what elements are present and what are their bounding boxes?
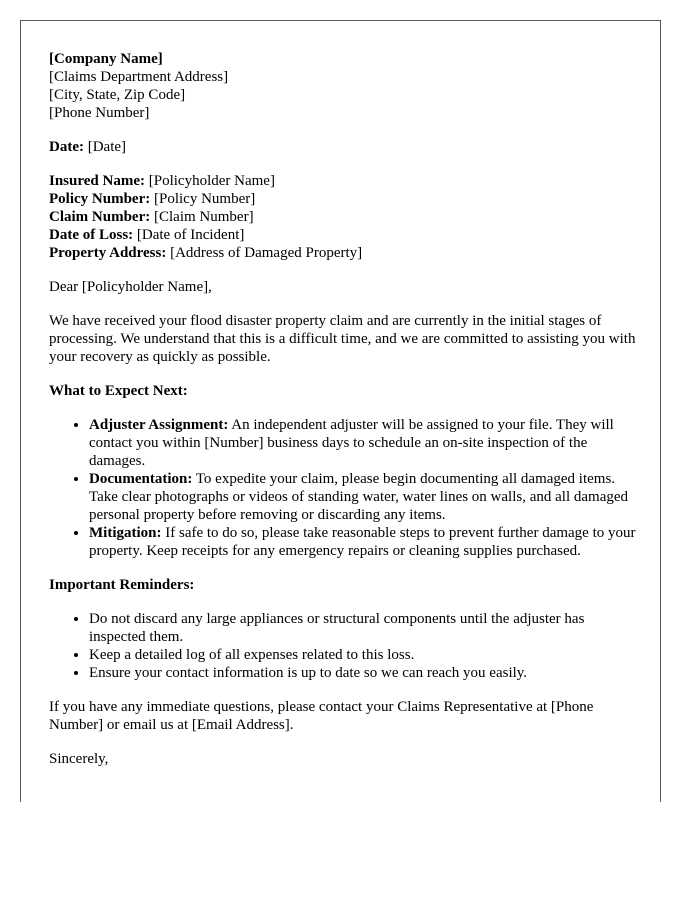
claim-info-label: Date of Loss:: [49, 227, 134, 243]
sign-off: Sincerely,: [49, 751, 109, 767]
claim-info-value: [Policy Number]: [153, 191, 256, 207]
next-steps-heading: What to Expect Next:: [49, 383, 188, 399]
date-label: Date:: [49, 139, 84, 155]
claim-info-date-of-loss: [49, 226, 639, 244]
date-line: [49, 138, 639, 156]
list-item-text: To expedite your claim, please begin documenting all damaged items. Take clear photographs or videos of standing water, water lines on walls, and all damaged personal property before removing or discarding any items.: [89, 471, 629, 523]
intro-paragraph: We have received your flood disaster property claim and are currently in the initial stages of processing. We understand that this is a difficult time, and we are committed to assisting you with your recovery as quickly as possible.: [49, 313, 636, 365]
list-item-label: Documentation:: [89, 471, 193, 487]
list-item: • Keep a detailed log of all expenses related to this loss.: [89, 646, 639, 664]
date-value: [Date]: [87, 139, 127, 155]
reminders-heading: Important Reminders:: [49, 577, 195, 593]
list-item-text: If safe to do so, please take reasonable steps to prevent further damage to your property. Keep receipts for any emergency repairs or cleaning supplies purchased.: [89, 525, 636, 559]
sender-block: [49, 50, 639, 122]
claim-info-label: Policy Number:: [49, 191, 151, 207]
list-item: • Ensure your contact information is up to date so we can reach you easily.: [89, 664, 639, 682]
list-item: [89, 524, 639, 560]
claim-info-claim-number: [49, 208, 639, 226]
sender-phone: [Phone Number]: [49, 105, 150, 121]
list-item-label: Mitigation:: [89, 525, 162, 541]
closing-paragraph: If you have any immediate questions, please contact your Claims Representative at [Phone Number] or email us at [Email Address].: [49, 699, 594, 733]
claim-info-block: [49, 172, 639, 262]
salutation: Dear [Policyholder Name],: [49, 279, 212, 295]
letter-content: [49, 50, 639, 768]
list-item-text: An independent adjuster will be assigned to your file. They will contact you within [Number] business days to schedule an on-site inspection of the damages.: [89, 417, 614, 469]
list-item-label: Adjuster Assignment:: [89, 417, 229, 433]
claim-info-value: [Policyholder Name]: [148, 173, 275, 189]
claim-info-value: [Address of Damaged Property]: [170, 245, 363, 261]
claim-info-label: Claim Number:: [49, 209, 151, 225]
claim-info-property-address: [49, 244, 639, 262]
letter-page: [20, 20, 661, 802]
claim-info-label: Insured Name:: [49, 173, 145, 189]
next-steps-list: [49, 416, 639, 560]
list-item: [89, 470, 639, 524]
reminders-list: [49, 610, 639, 682]
list-item: [89, 416, 639, 470]
claim-info-value: [Date of Incident]: [136, 227, 245, 243]
sender-address: [Claims Department Address]: [49, 69, 229, 85]
sender-city-state-zip: [City, State, Zip Code]: [49, 87, 186, 103]
list-item: • Do not discard any large appliances or structural components until the adjuster has inspected them.: [89, 610, 639, 646]
claim-info-insured-name: [49, 172, 639, 190]
claim-info-label: Property Address:: [49, 245, 167, 261]
company-name: [Company Name]: [49, 51, 163, 67]
claim-info-value: [Claim Number]: [154, 209, 254, 225]
claim-info-policy-number: [49, 190, 639, 208]
